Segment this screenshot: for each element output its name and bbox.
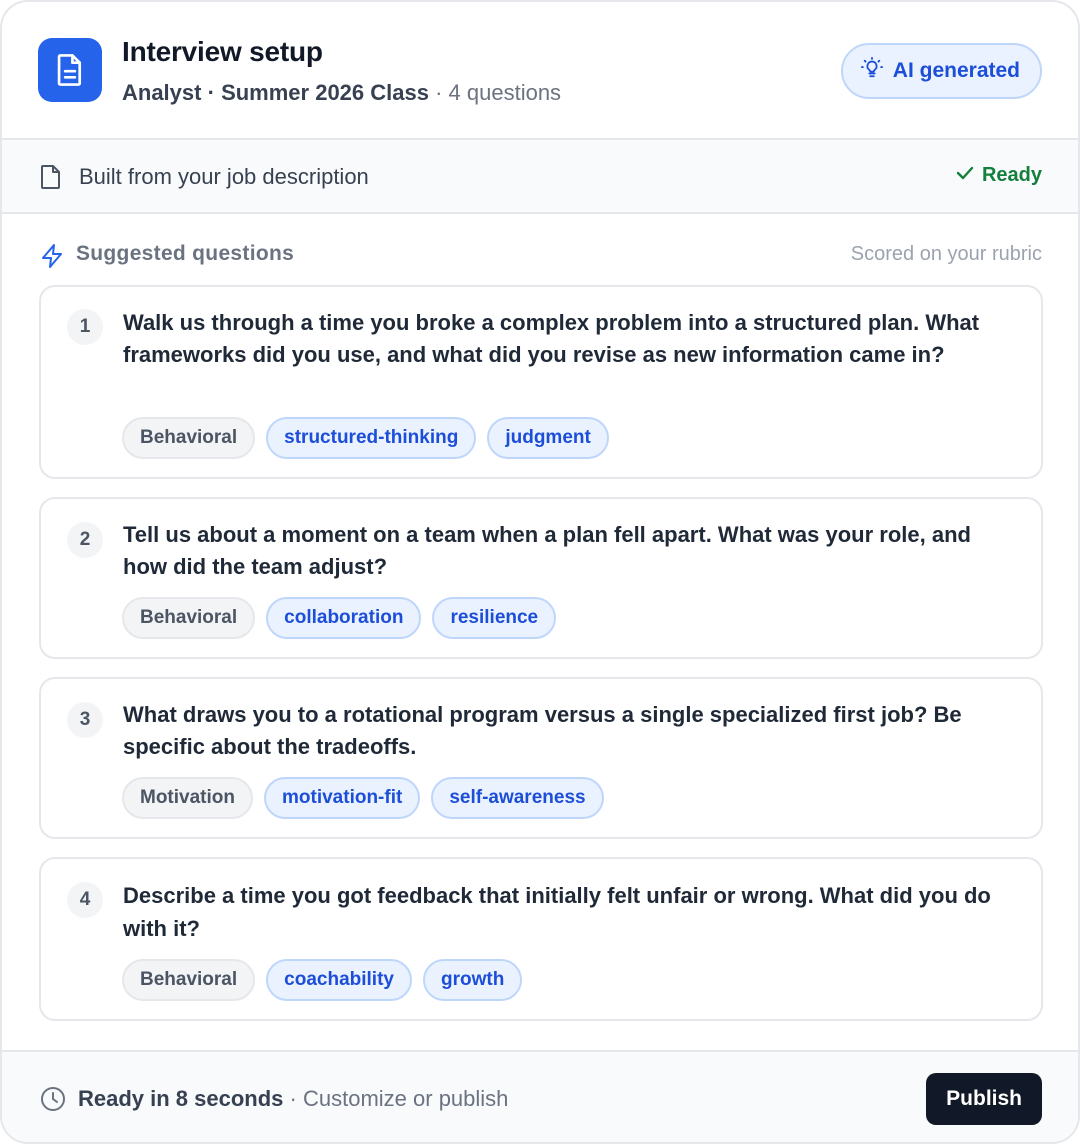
lightbulb-icon [861,57,883,85]
skill-tag[interactable]: coachability [266,959,412,1001]
ready-time: Ready in 8 seconds [78,1086,284,1111]
clock-icon [40,1086,66,1117]
role-name: Analyst [122,80,202,105]
question-text: Describe a time you got feedback that initially felt unfair or wrong. What did you do with it? [123,883,991,941]
page-subtitle [122,80,561,106]
ai-generated-label: AI generated [892,59,1020,82]
question-tags [122,777,604,819]
skill-tag[interactable]: structured-thinking [266,417,476,459]
subtitle-separator: · [207,80,215,105]
check-icon [956,164,974,187]
question-text: What draws you to a rotational program versus a single specialized first job? Be specific about the tradeoffs. [123,702,962,759]
question-number: 4 [67,882,103,918]
question-type-tag[interactable]: Behavioral [122,417,255,459]
document-icon [38,38,102,102]
question-number: 2 [67,522,103,558]
question-type-tag[interactable]: Behavioral [122,597,255,639]
question-number: 3 [67,702,103,738]
card-footer [2,1050,1078,1144]
question-tags [122,417,609,459]
question-number: 1 [67,309,103,345]
source-strip [2,140,1078,214]
ai-generated-badge[interactable] [841,43,1042,99]
question-card-1[interactable] [39,285,1043,479]
class-name: Summer 2026 Class [221,80,429,105]
file-icon [40,164,62,195]
question-card-3[interactable] [39,677,1043,839]
question-tags [122,597,556,639]
rubric-note: Scored on your rubric [850,243,1042,265]
publish-button[interactable]: Publish [926,1073,1042,1125]
question-text: Walk us through a time you broke a complex problem into a structured plan. What frameworks did you use, and what did you revise as new information came in? [123,310,980,367]
skill-tag[interactable]: motivation-fit [264,777,420,819]
ready-status [956,164,1042,187]
question-tags [122,959,522,1001]
question-card-4[interactable] [39,857,1043,1021]
skill-tag[interactable]: collaboration [266,597,421,639]
skill-tag[interactable]: growth [423,959,522,1001]
lightning-icon [40,243,64,274]
question-count: · 4 questions [435,80,562,105]
question-type-tag[interactable]: Behavioral [122,959,255,1001]
skill-tag[interactable]: judgment [487,417,609,459]
page-title: Interview setup [122,36,323,67]
footer-hint: · Customize or publish [289,1086,509,1111]
question-type-tag[interactable]: Motivation [122,777,253,819]
question-text: Tell us about a moment on a team when a plan fell apart. What was your role, and how did the team adjust? [123,522,971,579]
skill-tag[interactable]: resilience [432,597,556,639]
section-title: Suggested questions [76,242,295,265]
source-text: Built from your job description [79,164,369,189]
question-card-2[interactable] [39,497,1043,659]
ready-label: Ready [981,164,1042,186]
footer-status [78,1086,508,1112]
card-header [2,2,1078,140]
skill-tag[interactable]: self-awareness [431,777,603,819]
